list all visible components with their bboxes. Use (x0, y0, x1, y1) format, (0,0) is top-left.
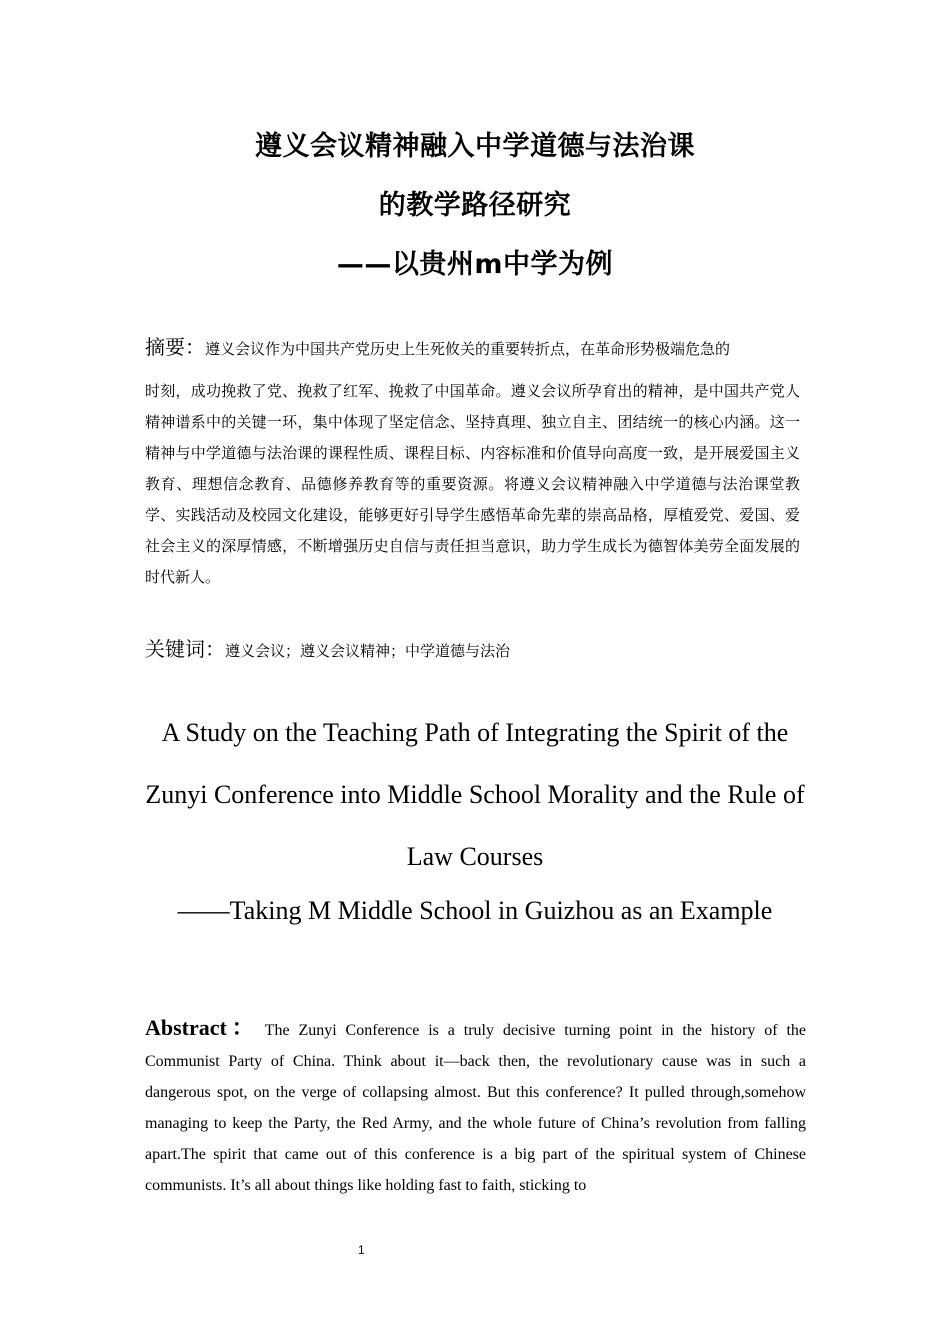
english-abstract-label: Abstract： (145, 1015, 259, 1040)
english-title: A Study on the Teaching Path of Integrating the Spirit of the Zunyi Conference into Middle School Morality and the Rule of Law Courses (145, 718, 805, 871)
chinese-abstract-label: 摘要： (145, 335, 205, 359)
chinese-abstract-first-line: 遵义会议作为中国共产党历史上生死攸关的重要转折点，在革命形势极端危急的 (205, 340, 731, 358)
chinese-title-line-1: 遵义会议精神融入中学道德与法治课 (255, 131, 695, 162)
chinese-title-line-2: 的教学路径研究 (378, 190, 572, 221)
chinese-abstract-body: 时刻，成功挽救了党、挽救了红军、挽救了中国革命。遵义会议所孕育出的精神，是中国共产党人精神谱系中的关键一环，集中体现了坚定信念、坚持真理、独立自主、团结统一的核心内涵。这一精神与中学道德与法治课的课程性质、课程目标、内容标准和价值导向高度一致，是开展爱国主义教育、理想信念教育、品德修养教育等的重要资源。将遵义会议精神融入中学道德与法治课堂教学、实践活动及校园文化建设，能够更好引导学生感悟革命先辈的崇高品格，厚植爱党、爱国、爱社会主义的深厚情感，不断增强历史自信与责任担当意识，助力学生成长为德智体美劳全面发展的时代新人。 (145, 382, 800, 586)
chinese-keywords-text: 遵义会议；遵义会议精神；中学道德与法治 (225, 642, 511, 660)
chinese-keywords (145, 633, 510, 668)
english-abstract-text: The Zunyi Conference is a truly decisive turning point in the history of the Communist Party of China. Think about it—back then, the revolutionary cause was in such a dangerous spot, on the verge of collapsing almost. But this conference? It pulled through,somehow managing to keep the Party, the Red Army, and the whole future of China’s revolution from falling apart.The spirit that came out of this conference is a big part of the spiritual system of Chinese communists. It’s all about things like holding fast to faith, sticking to (145, 1022, 806, 1194)
page-number: 1 (358, 1243, 365, 1257)
chinese-abstract (145, 333, 800, 593)
chinese-title-line-3: ——以贵州m中学为例 (336, 249, 614, 280)
chinese-keywords-label: 关键词： (145, 637, 225, 661)
english-subtitle: ——Taking M Middle School in Guizhou as an Example (177, 896, 773, 925)
english-abstract (145, 1012, 806, 1201)
